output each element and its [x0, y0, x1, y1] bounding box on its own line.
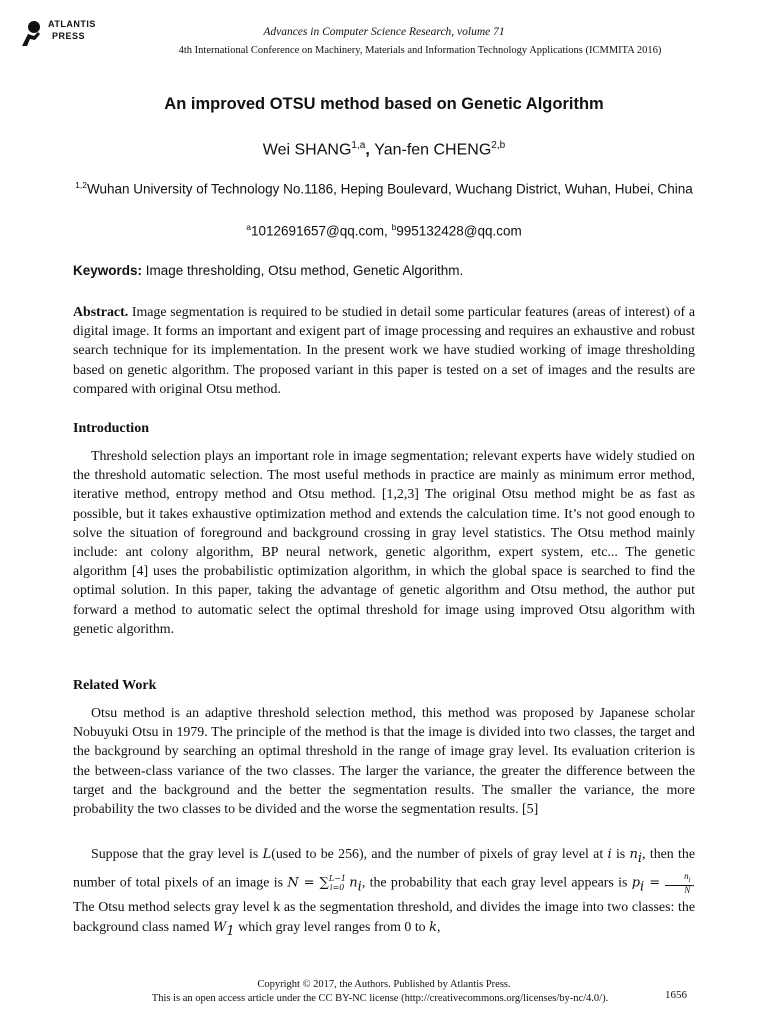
introduction-paragraph: Threshold selection plays an important role in image segmentation; relevant experts have widely studied on the threshold automatic selection. The most useful methods in practice are mainly as minimum error method, iterative method, entropy method and Otsu method. [1,2,3] The original Otsu method might be as fast as possible, but it takes exhaustive optimization method and extends the calculation time. It’s not good enough to solve the situation of foreground and background crossing in gray level statistics. The Otsu method mainly include: ant colony algorithm, BP neural network, genetic algorithm, expert system, etc... The genetic algorithm [4] uses the probabilistic optimization algorithm, in which the global space is searched to find the optimal solution. In this paper, taking the advantage of genetic algorithm and Otsu method, the author put forward a method to automatic select the optimal threshold for image using improved Otsu algorithm with genetic algorithm. — [73, 449, 695, 637]
related-work-body — [73, 704, 695, 819]
abstract — [73, 303, 695, 399]
author-superscript: 2,b — [491, 140, 506, 151]
email-superscript: a — [246, 222, 251, 232]
conference-title: 4th International Conference on Machinery, Materials and Information Technology Applications (ICMMITA 2016) — [178, 45, 662, 56]
math-subscript: i — [357, 879, 362, 895]
math-sum-upper: L−1 — [328, 873, 346, 883]
math-L: L — [262, 847, 272, 862]
section-heading-related-work: Related Work — [73, 678, 157, 693]
text-run: which gray level ranges from 0 to — [234, 920, 430, 936]
abstract-label: Abstract. — [73, 305, 129, 320]
text-run: , — [437, 920, 441, 936]
related-work-paragraph-2 — [73, 845, 695, 942]
affiliation-superscript: 1,2 — [75, 180, 87, 190]
abstract-text: Image segmentation is required to be studied in detail some particular features (areas of interest) of a digital image. It forms an important and exigent part of image processing and requires an exhaustive and robust search technique for its implementation. In the present work we have studied working of image thresholding based on genetic algorithm. The proposed variant in this paper is tested on a set of images and the results are compared with original Otsu method. — [73, 305, 695, 397]
authors — [0, 140, 768, 159]
fraction-denominator: N — [684, 884, 691, 895]
footer-license: This is an open access article under the CC BY-NC license (http://creativecommons.org/licenses/by-nc/4.0/). — [151, 993, 609, 1004]
author-name: Wei SHANG — [262, 141, 352, 159]
math-subscript: i — [640, 879, 645, 895]
affiliation — [60, 176, 708, 199]
text-run: (used to be 256), and the number of pixels of gray level at — [271, 847, 608, 862]
keywords-text: Image thresholding, Otsu method, Genetic Algorithm. — [142, 263, 464, 278]
math-sum-lower: i=0 — [329, 883, 345, 893]
math-equals: = — [644, 875, 666, 891]
introduction-body — [73, 447, 695, 639]
related-work-paragraph: Otsu method is an adaptive threshold selection method, this method was proposed by Japanese scholar Nobuyuki Otsu in 1979. The principle of the method is that the image is divided into two classes, the target and the background by searching an optimal threshold in the range of image gray level. Its evaluation criterion is the between-class variance of the two classes. The larger the variance, the greater the difference between the target and the background and the better the segmentation results. The smaller the variance, the more probability the two classes to be divided and the worse the segmentation results. [5] — [73, 706, 695, 818]
paper-title: An improved OTSU method based on Genetic Algorithm — [164, 95, 604, 113]
math-subscript: i — [637, 850, 643, 866]
text-run: Suppose that the gray level is — [91, 847, 263, 862]
series-title: Advances in Computer Science Research, volume 71 — [263, 26, 505, 38]
email-link[interactable]: 995132428@qq.com — [396, 223, 522, 239]
logo-text-press: PRESS — [52, 31, 86, 41]
author-name: Yan-fen CHENG — [374, 141, 492, 159]
footer-copyright: Copyright © 2017, the Authors. Published by Atlantis Press. — [257, 979, 511, 990]
math-subscript: 1 — [226, 923, 235, 939]
author-separator: , — [365, 141, 375, 159]
emails — [0, 222, 768, 239]
math-n: n — [344, 875, 358, 891]
email-superscript: b — [391, 222, 397, 232]
section-heading-introduction: Introduction — [73, 421, 149, 436]
keywords — [73, 263, 698, 278]
text-run: , then the number of total pixels of an image is — [73, 847, 696, 891]
keywords-label: Keywords: — [73, 263, 143, 278]
math-p: p — [631, 875, 641, 891]
logo-text-atlantis: ATLANTIS — [48, 19, 96, 29]
text-run: . The Otsu method selects gray level k as the segmentation threshold, and divides the image into two classes: the background class named — [73, 875, 696, 936]
math-i: i — [607, 847, 612, 862]
affiliation-text: Wuhan University of Technology No.1186, Heping Boulevard, Wuchang District, Wuhan, Hubei, China — [86, 181, 693, 197]
fraction-numerator-subscript: i — [688, 875, 691, 884]
math-n: n — [629, 847, 638, 862]
math-k: k — [429, 920, 437, 936]
fraction-numerator: n — [684, 870, 689, 881]
email-link[interactable]: 1012691657@qq.com, — [250, 223, 392, 239]
math-W: W — [213, 920, 227, 936]
author-superscript: 1,a — [351, 140, 366, 151]
page-number: 1656 — [665, 989, 687, 1001]
math-N-sum: N = ∑ — [287, 875, 329, 891]
math-fraction — [665, 872, 691, 895]
text-run: , the probability that each gray level appears is — [361, 875, 632, 891]
text-run: is — [611, 847, 630, 862]
